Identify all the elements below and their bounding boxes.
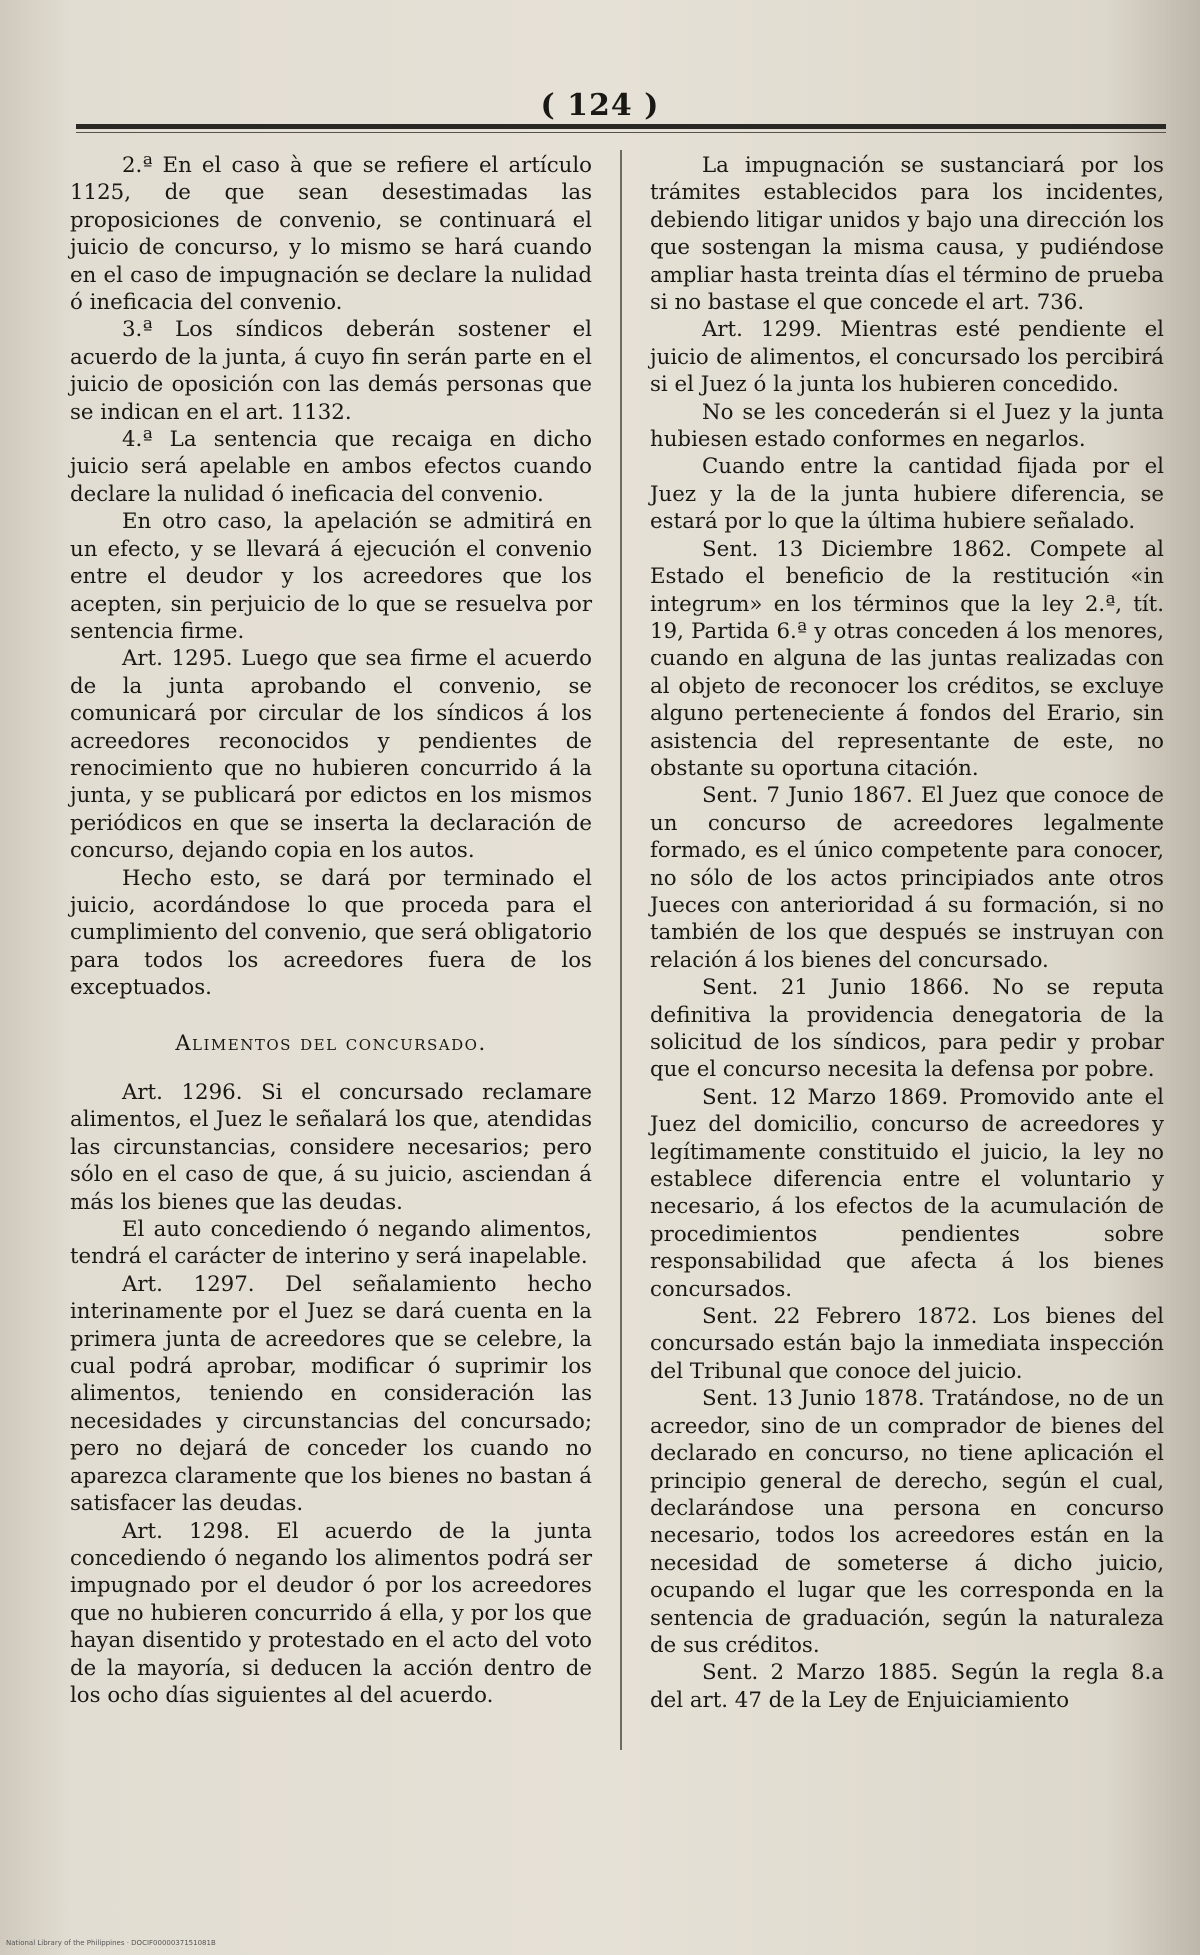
paragraph: Sent. 2 Marzo 1885. Según la regla 8.a del art. 47 de la Ley de Enjuiciamiento (650, 1660, 1164, 1713)
paragraph: Art. 1295. Luego que sea firme el acuerdo de la junta aprobando el convenio, se comunicará por circular de los síndicos á los acreedores reconocidos y pendientes de renocimiento que no hubieren concurrido á la junta, y se publicará por edictos en los mismos periódicos en que se inserta la declaración de concurso, dejando copia en los autos. (70, 646, 592, 864)
paragraph: Sent. 7 Junio 1867. El Juez que conoce de un concurso de acreedores legalmente formado, es el único competente para conocer, no sólo de los actos principiados ante otros Jueces con anterioridad á su formación, si no también de los que después se instruyan con relación á los bienes del concursado. (650, 783, 1164, 973)
page-number: ( 124 ) (540, 88, 660, 123)
paragraph: Sent. 13 Diciembre 1862. Compete al Estado el beneficio de la restitución «in integrum» en los términos que la ley 2.ª, tít. 19, Partida 6.ª y otras conceden á los menores, cuando en alguna de las juntas realizadas con al objeto de reconocer los créditos, se excluye alguno perteneciente á fondos del Erario, sin asistencia del representante de este, no obstante su oportuna citación. (650, 536, 1164, 781)
paragraph: En otro caso, la apelación se admitirá en un efecto, y se llevará á ejecución el convenio entre el deudor y los acreedores que los acepten, sin perjuicio de lo que se resuelva por sentencia firme. (70, 509, 592, 644)
column-divider (620, 150, 622, 1750)
paragraph: Art. 1299. Mientras esté pendiente el juicio de alimentos, el concursado los percibirá si el Juez ó la junta los hubieren concedido. (650, 317, 1164, 398)
header-rule (76, 124, 1166, 129)
right-column (650, 152, 1164, 1714)
paragraph: Sent. 21 Junio 1866. No se reputa definitiva la providencia denegatoria de la solicitud de los síndicos, para pedir y probar que el concurso necesita la defensa por pobre. (650, 975, 1164, 1083)
paragraph: La impugnación se sustanciará por los trámites establecidos para los incidentes, debiendo litigar unidos y bajo una dirección los que sostengan la misma causa, y pudiéndose ampliar hasta treinta días el término de prueba si no bastase el que concede el art. 736. (650, 153, 1164, 316)
paragraph: Cuando entre la cantidad fijada por el Juez y la de la junta hubiere diferencia, se estará por lo que la última hubiere señalado. (650, 454, 1164, 535)
paragraph: No se les concederán si el Juez y la junta hubiesen estado conformes en negarlos. (650, 399, 1164, 453)
paragraph: Art. 1298. El acuerdo de la junta concediendo ó negando los alimentos podrá ser impugnado por el deudor ó por los acreedores que no hubieren concurrido á ella, y por los que hayan disentido y protestado en el acto del voto de la mayoría, si deducen la acción dentro de los ocho días siguientes al del acuerdo. (70, 1518, 592, 1708)
paragraph: Sent. 13 Junio 1878. Tratándose, no de un acreedor, sino de un comprador de bienes del declarado en concurso, no tiene aplicación el principio general de derecho, según el cual, declarándose una persona en concurso necesario, todos los acreedores están en la necesidad de someterse á dicho juicio, ocupando el lugar que les corresponda en la sentencia de graduación, según la naturaleza de sus créditos. (650, 1386, 1164, 1658)
paragraph: 4.ª La sentencia que recaiga en dicho juicio será apelable en ambos efectos cuando declare la nulidad ó ineficacia del convenio. (70, 427, 592, 507)
paragraph: 3.ª Los síndicos deberán sostener el acuerdo de la junta, á cuyo fin serán parte en el juicio de oposición con las demás personas que se indican en el art. 1132. (70, 317, 592, 425)
paragraph: El auto concediendo ó negando alimentos, tendrá el carácter de interino y será inapelable. (70, 1217, 592, 1270)
paragraph: Sent. 22 Febrero 1872. Los bienes del concursado están bajo la inmediata inspección del Tribunal que conoce del juicio. (650, 1304, 1164, 1384)
left-column (70, 152, 592, 1709)
footer-credit: National Library of the Philippines · DOCIF0000037151081B (6, 1939, 216, 1947)
paragraph: Art. 1297. Del señalamiento hecho interinamente por el Juez se dará cuenta en la primera junta de acreedores que se celebre, la cual podrá aprobar, modificar ó suprimir los alimentos, teniendo en consideración las necesidades y circunstancias del concursado; pero no dejará de conceder los cuando no aparezca claramente que los bienes no bastan á satisfacer las deudas. (70, 1271, 592, 1517)
paragraph: Hecho esto, se dará por terminado el juicio, acordándose lo que proceda para el cumplimiento del convenio, que será obligatorio para todos los acreedores fuera de los exceptuados. (70, 865, 592, 1001)
paragraph: 2.ª En el caso à que se refiere el artículo 1125, de que sean desestimadas las proposiciones de convenio, se continuará el juicio de concurso, y lo mismo se hará cuando en el caso de impugnación se declare la nulidad ó ineficacia del convenio. (70, 153, 592, 316)
paragraph: Sent. 12 Marzo 1869. Promovido ante el Juez del domicilio, concurso de acreedores y legítimamente constituido el juicio, la ley no establece diferencia entre el voluntario y necesario, á los efectos de la acumulación de procedimientos pendientes sobre responsabilidad que afecta á los bienes concursados. (650, 1084, 1164, 1302)
paragraph: Art. 1296. Si el concursado reclamare alimentos, el Juez le señalará los que, atendidas las circunstancias, considere necesarios; pero sólo en el caso de que, á su juicio, asciendan á más los bienes que las deudas. (70, 1080, 592, 1215)
section-heading: Alimentos del concursado. (175, 1030, 487, 1055)
header-rule-thin (76, 132, 1166, 133)
